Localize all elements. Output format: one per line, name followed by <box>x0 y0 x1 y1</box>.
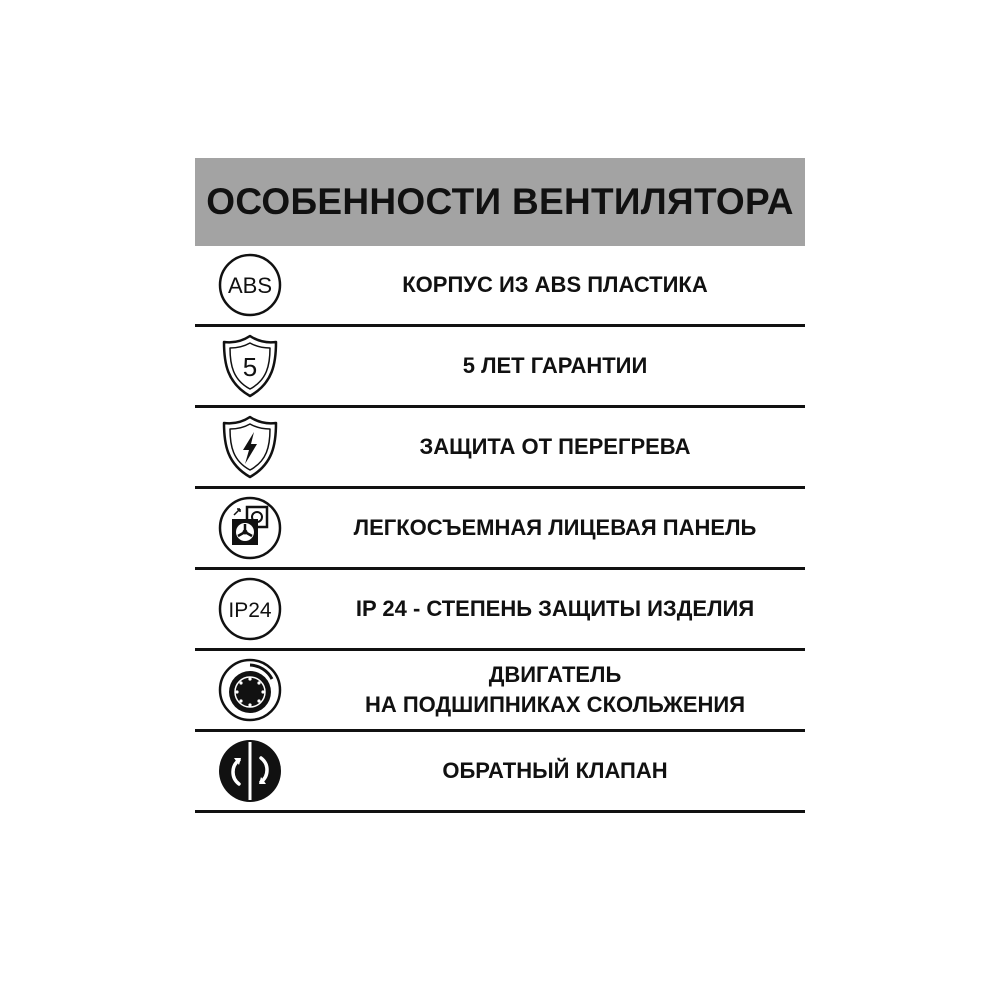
removable-panel-icon <box>217 495 283 561</box>
features-sheet <box>195 158 805 813</box>
feature-row-ip24 <box>195 570 805 651</box>
feature-row-abs <box>195 246 805 327</box>
feature-label: КОРПУС ИЗ ABS ПЛАСТИКА <box>402 272 708 297</box>
feature-label: ЗАЩИТА ОТ ПЕРЕГРЕВА <box>419 434 691 459</box>
abs-icon-text: ABS <box>227 273 273 298</box>
shield-lightning-icon <box>217 414 283 480</box>
motor-bearing-icon <box>217 657 283 723</box>
feature-label: ЛЕГКОСЪЕМНАЯ ЛИЦЕВАЯ ПАНЕЛЬ <box>353 515 757 540</box>
page-title: ОСОБЕННОСТИ ВЕНТИЛЯТОРА <box>206 181 794 222</box>
shield-icon-text: 5 <box>242 352 258 382</box>
ip24-circle-icon <box>217 576 283 642</box>
feature-row-panel <box>195 489 805 570</box>
feature-row-warranty <box>195 327 805 408</box>
abs-circle-icon <box>217 252 283 318</box>
check-valve-icon <box>217 738 283 804</box>
feature-row-overheat <box>195 408 805 489</box>
feature-row-valve <box>195 732 805 813</box>
feature-label: 5 ЛЕТ ГАРАНТИИ <box>462 353 648 378</box>
feature-label-line2: НА ПОДШИПНИКАХ СКОЛЬЖЕНИЯ <box>364 692 746 717</box>
ip24-icon-text: IP24 <box>228 599 272 622</box>
shield-five-icon <box>217 333 283 399</box>
feature-label: IP 24 - СТЕПЕНЬ ЗАЩИТЫ ИЗДЕЛИЯ <box>355 596 755 621</box>
header-band <box>195 158 805 246</box>
feature-label: ОБРАТНЫЙ КЛАПАН <box>442 758 668 783</box>
feature-row-motor <box>195 651 805 732</box>
feature-label <box>305 651 805 729</box>
feature-label-line1: ДВИГАТЕЛЬ <box>488 662 622 687</box>
